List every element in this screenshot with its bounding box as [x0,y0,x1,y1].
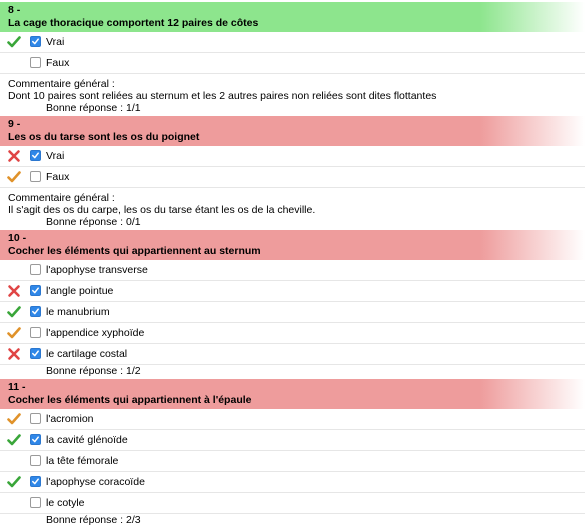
score-value: 1/1 [125,102,141,114]
question-header [0,2,585,32]
score-value: 2/3 [125,514,141,526]
question-number: 10 - [8,232,27,244]
score-label: Bonne réponse : [46,365,124,377]
answer-option [0,493,585,514]
answer-label: Vrai [46,150,65,162]
question-number: 11 - [8,381,26,393]
comment-text: Dont 10 paires sont reliées au sternum et les 2 autres paires non reliées sont dites flottantes [8,90,437,102]
answer-label: Vrai [46,36,65,48]
cross-icon [7,149,21,163]
check-icon [7,433,21,447]
question-block [0,379,585,526]
check-icon [7,475,21,489]
answer-checkbox[interactable] [30,413,41,424]
score-value: 1/2 [125,365,141,377]
answer-checkbox[interactable] [30,57,41,68]
answer-label: la tête fémorale [46,455,119,467]
answer-label: la cavité glénoïde [46,434,128,446]
cross-icon [7,284,21,298]
question-block [0,116,585,228]
answer-checkbox[interactable] [30,476,41,487]
score-label: Bonne réponse : [46,514,124,526]
answer-label: l'apophyse coracoïde [46,476,145,488]
answer-checkbox[interactable] [30,497,41,508]
answer-option [0,302,585,323]
cross-icon [7,347,21,361]
score-line [0,216,585,228]
question-number: 8 - [8,4,21,16]
score-value: 0/1 [125,216,141,228]
answer-option [0,281,585,302]
answer-option [0,344,585,365]
answer-label: Faux [46,57,70,69]
answer-checkbox[interactable] [30,306,41,317]
question-header [0,116,585,146]
answer-checkbox[interactable] [30,348,41,359]
answer-option [0,32,585,53]
comment-label: Commentaire général : [8,78,115,90]
answer-option [0,53,585,74]
answer-label: l'acromion [46,413,94,425]
question-title: Les os du tarse sont les os du poignet [8,131,200,143]
orange-check-icon [7,412,21,426]
question-header [0,379,585,409]
question-block [0,2,585,114]
answer-option [0,146,585,167]
score-label: Bonne réponse : [46,216,124,228]
answer-checkbox[interactable] [30,455,41,466]
orange-check-icon [7,326,21,340]
answer-checkbox[interactable] [30,150,41,161]
answer-checkbox[interactable] [30,434,41,445]
comment-label: Commentaire général : [8,192,115,204]
answer-option [0,430,585,451]
answer-option [0,409,585,430]
question-header [0,230,585,260]
answer-option [0,472,585,493]
answer-checkbox[interactable] [30,171,41,182]
question-title: La cage thoracique comportent 12 paires de côtes [8,17,259,29]
quiz-results [0,2,585,526]
answer-checkbox[interactable] [30,264,41,275]
score-line [0,102,585,114]
score-line [0,514,585,526]
general-comment [0,188,585,216]
answer-label: le manubrium [46,306,110,318]
answer-label: l'apophyse transverse [46,264,148,276]
check-icon [7,305,21,319]
answer-label: le cotyle [46,497,85,509]
answer-option [0,260,585,281]
check-icon [7,35,21,49]
question-block [0,230,585,377]
score-line [0,365,585,377]
comment-text: Il s'agit des os du carpe, les os du tarse étant les os de la cheville. [8,204,316,216]
answer-label: l'appendice xyphoïde [46,327,145,339]
answer-label: le cartilage costal [46,348,128,360]
question-number: 9 - [8,118,21,130]
question-title: Cocher les éléments qui appartiennent à l'épaule [8,394,252,406]
answer-option [0,167,585,188]
orange-check-icon [7,170,21,184]
answer-option [0,451,585,472]
answer-checkbox[interactable] [30,36,41,47]
answer-label: l'angle pointue [46,285,114,297]
answer-checkbox[interactable] [30,327,41,338]
score-label: Bonne réponse : [46,102,124,114]
answer-label: Faux [46,171,70,183]
general-comment [0,74,585,102]
answer-checkbox[interactable] [30,285,41,296]
question-title: Cocher les éléments qui appartiennent au sternum [8,245,261,257]
answer-option [0,323,585,344]
